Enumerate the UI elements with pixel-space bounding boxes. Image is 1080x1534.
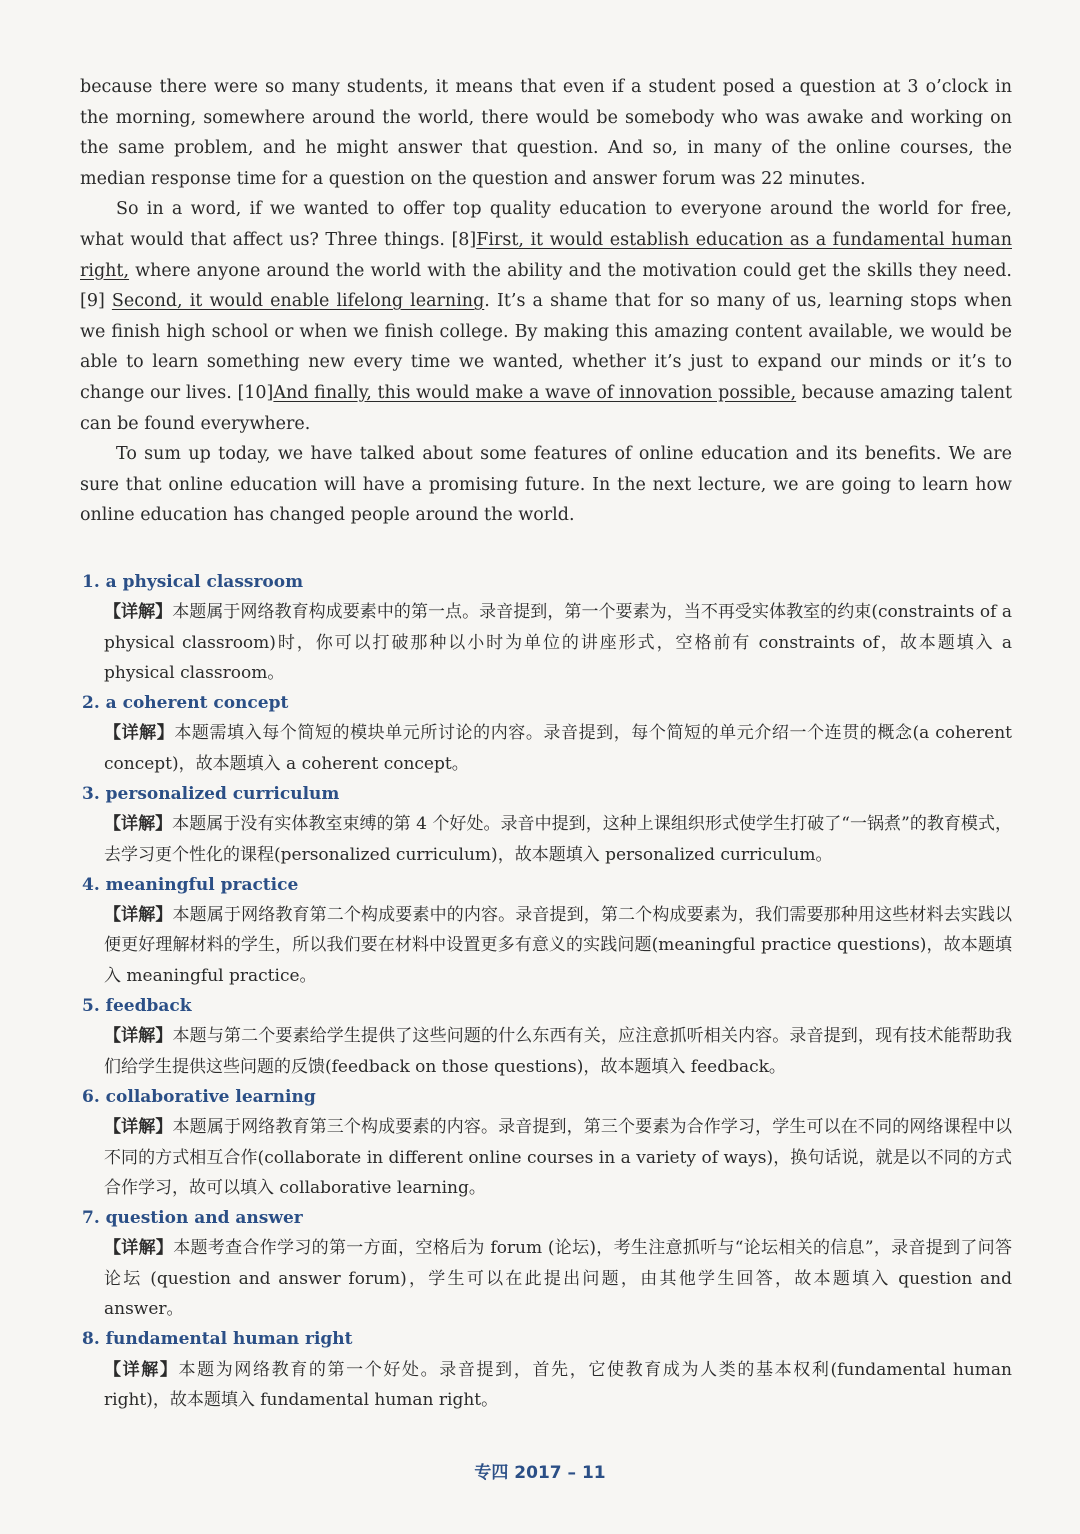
answer-title: 6. collaborative learning	[82, 1086, 316, 1107]
passage-text: because amazing talent can be found everywhere.	[80, 382, 1012, 434]
answer-explanation	[104, 900, 1012, 991]
passage-text: So in a word, if we wanted to offer top quality education to everyone around the world for free, what would that affect us? Three things. [8]	[80, 199, 1012, 250]
answer-key	[80, 567, 1012, 1415]
answer-title: 2. a coherent concept	[82, 693, 289, 714]
answer-item-6	[82, 1082, 1012, 1203]
passage-paragraph-1: because there were so many students, it means that even if a student posed a question at 3 o’clock in the morning, somewhere around the world, there would be somebody who was awake and working on the same problem, and he might answer that question. And so, in many of the online courses, the median response time for a question on the question and answer forum was 22 minutes.	[80, 77, 1012, 189]
answer-explanation	[104, 809, 1012, 870]
answer-item-4	[82, 870, 1012, 991]
answer-item-1	[82, 567, 1012, 688]
explanation-tag: 【详解】	[104, 1238, 174, 1259]
answer-title: 8. fundamental human right	[82, 1329, 353, 1350]
passage-paragraph-3: To sum up today, we have talked about some features of online education and its benefits. We are sure that online education will have a promising future. In the next lecture, we are going to learn how online education has changed people around the world.	[80, 444, 1012, 526]
answer-title: 7. question and answer	[82, 1208, 303, 1229]
explanation-text: 本题属于网络教育第三个构成要素的内容。录音提到，第三个要素为合作学习，学生可以在不同的网络课程中以不同的方式相互合作(collaborate in different online courses in a variety of ways)，换句话说，就是以不同的方式合作学习，故可以填入 collaborative learning。	[104, 1117, 1013, 1198]
page-footer: 专四 2017 – 11	[474, 1463, 606, 1483]
answer-explanation	[104, 1021, 1012, 1082]
answer-explanation	[104, 1355, 1012, 1416]
explanation-text: 本题需填入每个简短的模块单元所讨论的内容。录音提到，每个简短的单元介绍一个连贯的概念(a coherent concept)，故本题填入 a coherent concept。	[104, 723, 1013, 774]
answer-item-2	[82, 688, 1012, 779]
explanation-text: 本题属于网络教育构成要素中的第一点。录音提到，第一个要素为，当不再受实体教室的约束(constraints of a physical classroom)时，你可以打破那种以小时为单位的讲座形式，空格前有 constraints of，故本题填入 a physical classroom。	[104, 602, 1012, 683]
answer-title: 4. meaningful practice	[82, 874, 299, 895]
underlined-answer-8: First, it would establish education as a fundamental human right,	[80, 229, 1012, 281]
underlined-answer-9: Second, it would enable lifelong learning	[111, 291, 485, 312]
answer-title: 3. personalized curriculum	[82, 783, 340, 804]
explanation-tag: 【详解】	[104, 905, 173, 926]
explanation-text: 本题考查合作学习的第一方面，空格后为 forum (论坛)，考生注意抓听与“论坛相关的信息”，录音提到了问答论坛 (question and answer forum)，学生可以在此提出问题，由其他学生回答，故本题填入 question and answer。	[104, 1238, 1012, 1320]
passage-paragraph-2	[80, 194, 1012, 439]
answer-explanation	[104, 1112, 1012, 1203]
answer-title: 1. a physical classroom	[82, 571, 304, 592]
answer-explanation	[104, 1233, 1012, 1324]
answer-title: 5. feedback	[82, 996, 192, 1017]
answer-item-8	[82, 1324, 1012, 1415]
underlined-answer-10: And finally, this would make a wave of innovation possible,	[273, 382, 797, 403]
answer-item-3	[82, 779, 1012, 870]
passage-text: . It’s a shame that for so many of us, learning stops when we finish high school or when we finish college. By making this amazing content available, we would be able to learn something new every time we wanted, whether it’s just to expand our minds or it’s to change our lives. [10]	[80, 291, 1012, 403]
explanation-tag: 【详解】	[104, 1026, 173, 1047]
explanation-text: 本题与第二个要素给学生提供了这些问题的什么东西有关，应注意抓听相关内容。录音提到，现有技术能帮助我们给学生提供这些问题的反馈(feedback on those questions)，故本题填入 feedback。	[104, 1026, 1013, 1077]
answer-explanation	[104, 597, 1012, 688]
explanation-tag: 【详解】	[104, 602, 173, 623]
explanation-text: 本题属于网络教育第二个构成要素中的内容。录音提到，第二个构成要素为，我们需要那种用这些材料去实践以便更好理解材料的学生，所以我们要在材料中设置更多有意义的实践问题(meaningful practice questions)，故本题填入 meaningful practice。	[104, 905, 1013, 986]
explanation-tag: 【详解】	[104, 723, 175, 744]
explanation-text: 本题为网络教育的第一个好处。录音提到，首先，它使教育成为人类的基本权利(fundamental human right)，故本题填入 fundamental human right。	[104, 1359, 1012, 1410]
answer-item-7	[82, 1203, 1012, 1324]
explanation-text: 本题属于没有实体教室束缚的第 4 个好处。录音中提到，这种上课组织形式使学生打破了“一锅煮”的教育模式，去学习更个性化的课程(personalized curriculum)，故本题填入 personalized curriculum。	[104, 814, 1012, 865]
answer-explanation	[104, 718, 1012, 779]
explanation-tag: 【详解】	[104, 1117, 173, 1138]
passage-text: where anyone around the world with the ability and the motivation could get the skills they need. [9]	[80, 260, 1012, 312]
explanation-tag: 【详解】	[104, 1359, 179, 1380]
explanation-tag: 【详解】	[104, 814, 173, 835]
answer-item-5	[82, 991, 1012, 1082]
